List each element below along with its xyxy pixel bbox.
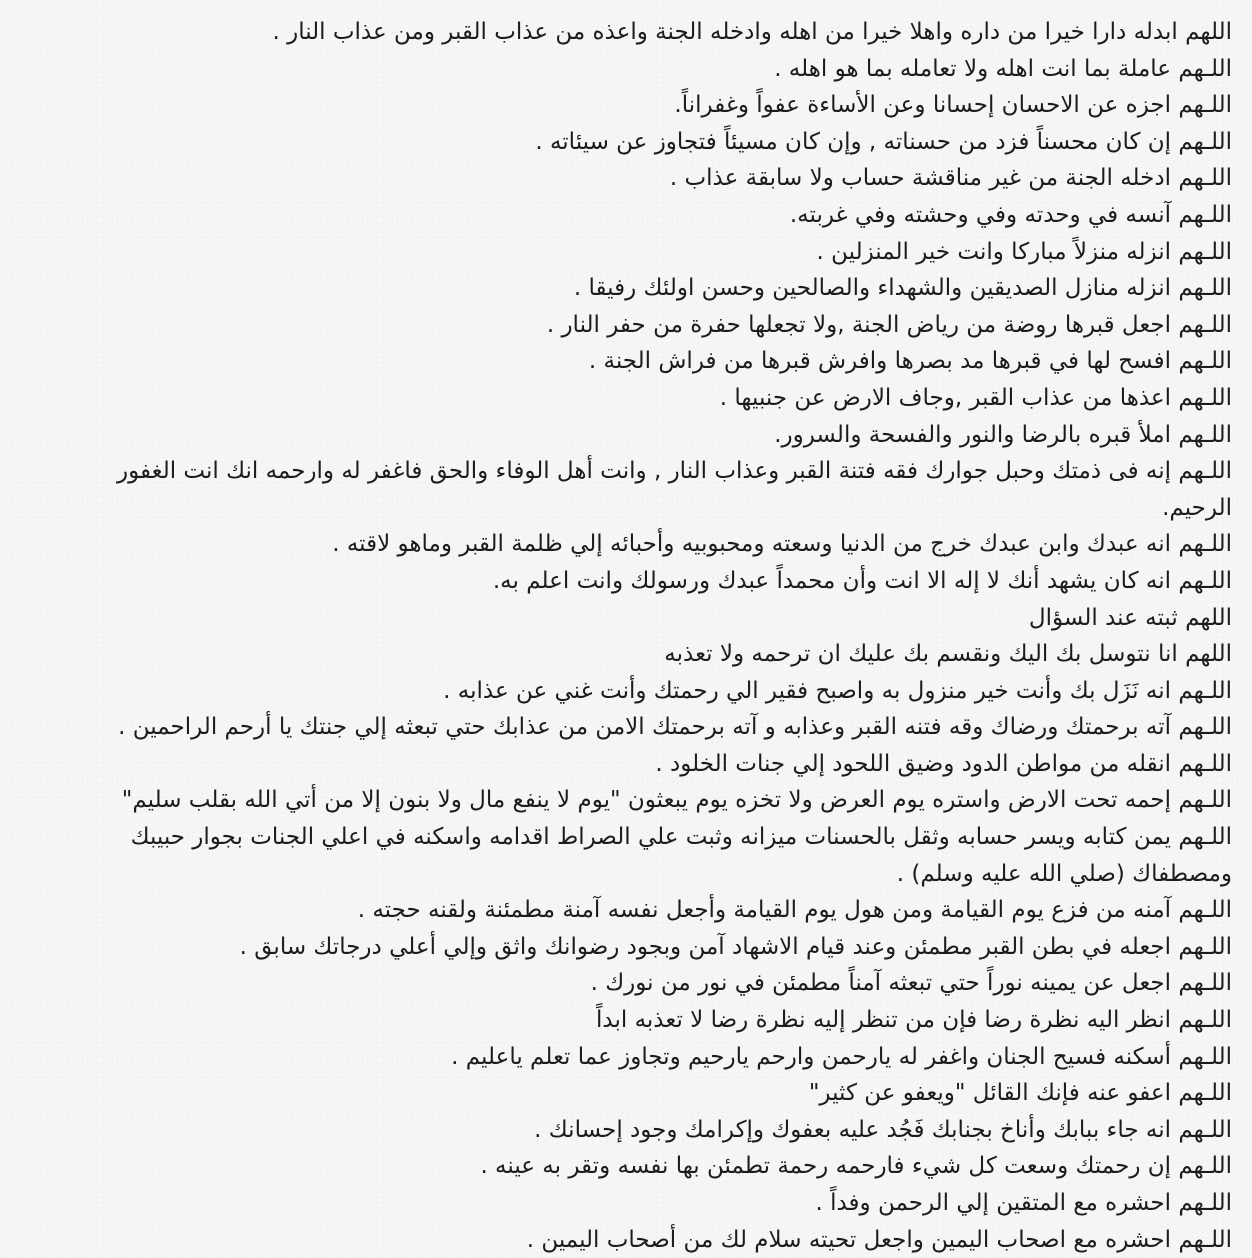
- text-line-12: اللـهم املأ قبره بالرضا والنور والفسحة والسرور.: [774, 421, 1232, 448]
- text-line-8: اللـهم انزله منازل الصديقين والشهداء والصالحين وحسن اولئك رفيقا .: [573, 275, 1232, 302]
- text-line-32: اللـهم إن رحمتك وسعت كل شيء فارحمه رحمة تطمئن بها نفسه وتقر به عينه .: [480, 1153, 1232, 1180]
- text-line-21: اللـهم انقله من مواطن الدود وضيق اللحود إلي جنات الخلود .: [655, 750, 1232, 777]
- text-line-3: اللـهم اجزه عن الاحسان إحسانا وعن الأساءة عفواً وغفراناً.: [674, 92, 1232, 119]
- text-line-9: اللـهم اجعل قبرها روضة من رياض الجنة ,ولا تجعلها حفرة من حفر النار .: [546, 311, 1232, 338]
- text-line-14: الرحيم.: [1162, 494, 1232, 521]
- text-line-13: اللـهم إنه فى ذمتك وحبل جوارك فقه فتنة القبر وعذاب النار , وانت أهل الوفاء والحق فاغفر له وارحمه انك انت الغفور: [116, 458, 1232, 485]
- text-line-33: اللـهم احشره مع المتقين إلي الرحمن وفداً .: [815, 1190, 1232, 1216]
- text-line-25: اللـهم آمنه من فزع يوم القيامة ومن هول يوم القيامة وأجعل نفسه آمنة مطمئنة ولقنه حجته .: [357, 897, 1232, 924]
- text-line-29: اللـهم أسكنه فسيح الجنان واغفر له يارحمن وارحم يارحيم وتجاوز عما تعلم ياعليم .: [451, 1043, 1232, 1070]
- text-line-19: اللـهم انه نَزَل بك وأنت خير منزول به واصبح فقير الي رحمتك وأنت غني عن عذابه .: [443, 677, 1232, 704]
- text-line-11: اللـهم اعذها من عذاب القبر ,وجاف الارض عن جنبيها .: [719, 384, 1232, 411]
- text-line-24: ومصطفاك (صلي الله عليه وسلم) .: [896, 860, 1232, 887]
- text-line-30: اللـهم اعفو عنه فإنك القائل "ويعفو عن كثير": [808, 1080, 1232, 1107]
- text-line-26: اللـهم اجعله في بطن القبر مطمئن وعند قيام الاشهاد آمن وبجود رضوانك واثق وإلي أعلي درجاتك سابق .: [239, 933, 1232, 960]
- text-line-27: اللـهم اجعل عن يمينه نوراً حتي تبعثه آمناً مطمئن في نور من نورك .: [590, 970, 1232, 997]
- text-line-18: اللهم انا نتوسل بك اليك ونقسم بك عليك ان ترحمه ولا تعذبه: [664, 641, 1232, 668]
- text-line-23: اللـهم يمن كتابه ويسر حسابه وثقل بالحسنات ميزانه وثبت علي الصراط اقدامه واسكنه في اعلي الجنات بجوار حبيبك: [130, 824, 1232, 851]
- text-line-7: اللـهم انزله منزلاً مباركا وانت خير المنزلين .: [816, 238, 1232, 265]
- text-line-5: اللـهم ادخله الجنة من غير مناقشة حساب ولا سابقة عذاب .: [669, 165, 1232, 192]
- text-line-28: اللـهم انظر اليه نظرة رضا فإن من تنظر إليه نظرة رضا لا تعذبه ابداً: [596, 1007, 1232, 1034]
- text-line-22: اللـهم إحمه تحت الارض واستره يوم العرض ولا تخزه يوم يبعثون "يوم لا ينفع مال ولا بنون إلا من أتي الله بقلب سليم": [121, 787, 1232, 814]
- text-line-4: اللـهم إن كان محسناً فزد من حسناته , وإن كان مسيئاً فتجاوز عن سيئاته .: [535, 128, 1232, 155]
- dua-text-block: [52, 14, 1232, 1258]
- text-line-10: اللـهم افسح لها في قبرها مد بصرها وافرش قبرها من فراش الجنة .: [588, 348, 1232, 375]
- text-line-34: اللـهم احشره مع اصحاب اليمين واجعل تحيته سلام لك من أصحاب اليمين .: [526, 1226, 1232, 1253]
- text-line-2: اللـهم عاملة بما انت اهله ولا تعامله بما هو اهله .: [774, 55, 1232, 82]
- text-line-6: اللـهم آنسه في وحدته وفي وحشته وفي غربته.: [789, 201, 1232, 228]
- text-line-31: اللـهم انه جاء ببابك وأناخ بجنابك فَجُد عليه بعفوك وإكرامك وجود إحسانك .: [534, 1116, 1232, 1143]
- text-line-1: اللهم ابدله دارا خيرا من داره واهلا خيرا من اهله وادخله الجنة واعذه من عذاب القبر ومن عذاب النار .: [272, 19, 1232, 45]
- text-line-16: اللـهم انه كان يشهد أنك لا إله الا انت وأن محمداً عبدك ورسولك وانت اعلم به.: [492, 567, 1232, 594]
- text-line-20: اللـهم آته برحمتك ورضاك وقه فتنه القبر وعذابه و آته برحمتك الامن من عذابك حتي تبعثه إلي جنتك يا أرحم الراحمين .: [118, 714, 1232, 741]
- text-line-15: اللـهم انه عبدك وابن عبدك خرج من الدنيا وسعته ومحبوبيه وأحبائه إلي ظلمة القبر وماهو لاقته .: [332, 531, 1232, 558]
- text-line-17: اللهم ثبته عند السؤال: [1028, 604, 1232, 631]
